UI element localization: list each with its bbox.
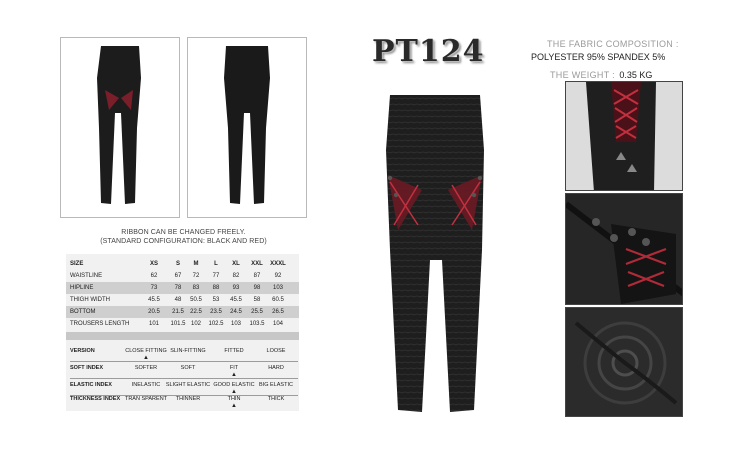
table-cell: 25.5 bbox=[251, 309, 263, 315]
soft-index-row bbox=[66, 363, 299, 377]
row-label: WAISTLINE bbox=[70, 273, 103, 279]
table-cell: 58 bbox=[253, 297, 261, 303]
fabric-weight-label: THE WEIGHT : bbox=[550, 70, 615, 80]
size-m: M bbox=[193, 261, 199, 267]
table-cell: 82 bbox=[232, 273, 240, 279]
selected-marker-icon: ▲ bbox=[231, 372, 237, 378]
table-cell: 62 bbox=[150, 273, 158, 279]
table-cell: 98 bbox=[253, 285, 261, 291]
table-cell: 48 bbox=[174, 297, 182, 303]
ribbon-note-line1: RIBBON CAN BE CHANGED FREELY. bbox=[121, 229, 246, 236]
table-row bbox=[66, 270, 299, 282]
size-l: L bbox=[214, 261, 218, 267]
index-label: ELASTIC INDEX bbox=[70, 382, 112, 388]
index-option: TRAN SPARENT bbox=[124, 396, 168, 402]
index-option: THIN bbox=[227, 396, 241, 402]
table-cell: 20.5 bbox=[148, 309, 160, 315]
row-label: THIGH WIDTH bbox=[70, 297, 110, 303]
table-row bbox=[66, 282, 299, 294]
table-cell: 26.5 bbox=[272, 309, 284, 315]
detail-photo-spikes[interactable] bbox=[565, 193, 683, 305]
divider-bar bbox=[66, 332, 299, 340]
table-cell: 50.5 bbox=[190, 297, 202, 303]
thickness-index-row bbox=[66, 394, 299, 408]
detail-photo-lacing[interactable] bbox=[565, 81, 683, 191]
size-xl: XL bbox=[232, 261, 240, 267]
selected-marker-icon: ▲ bbox=[231, 403, 237, 409]
divider bbox=[70, 361, 298, 362]
table-cell: 78 bbox=[174, 285, 182, 291]
front-pants-image bbox=[61, 38, 179, 217]
index-label: SOFT INDEX bbox=[70, 365, 104, 371]
table-cell: 53 bbox=[212, 297, 220, 303]
lacing-detail-image bbox=[566, 82, 683, 191]
size-header-row bbox=[66, 258, 299, 270]
table-cell: 23.5 bbox=[210, 309, 222, 315]
selected-marker-icon: ▲ bbox=[143, 355, 149, 361]
elastic-index-row bbox=[66, 380, 299, 394]
front-view-thumbnail[interactable] bbox=[60, 37, 180, 218]
size-s: S bbox=[175, 261, 180, 267]
index-option: LOOSE bbox=[266, 348, 286, 354]
table-cell: 24.5 bbox=[230, 309, 242, 315]
table-cell: 73 bbox=[150, 285, 158, 291]
table-cell: 72 bbox=[192, 273, 200, 279]
ribbon-note-line2: (STANDARD CONFIGURATION: BLACK AND RED) bbox=[100, 238, 267, 245]
table-cell: 22.5 bbox=[190, 309, 202, 315]
size-xxl: XXL bbox=[251, 261, 263, 267]
table-cell: 103 bbox=[230, 321, 241, 327]
index-option: HARD bbox=[268, 365, 284, 371]
index-option: THICK bbox=[267, 396, 285, 402]
index-option: CLOSE FITTING bbox=[125, 348, 167, 354]
table-cell: 103.5 bbox=[249, 321, 265, 327]
table-cell: 60.5 bbox=[272, 297, 284, 303]
row-label: TROUSERS LENGTH bbox=[70, 321, 130, 327]
table-cell: 21.5 bbox=[172, 309, 184, 315]
table-row bbox=[66, 318, 299, 330]
size-xs: XS bbox=[149, 261, 158, 267]
ribbon-note bbox=[60, 228, 307, 246]
table-cell: 102 bbox=[190, 321, 201, 327]
table-cell: 103 bbox=[272, 285, 283, 291]
table-row bbox=[66, 294, 299, 306]
spikes-detail-image bbox=[566, 194, 683, 305]
table-cell: 104 bbox=[272, 321, 283, 327]
table-cell: 93 bbox=[232, 285, 240, 291]
index-option: SOFTER bbox=[134, 365, 158, 371]
index-option: BIG ELASTIC bbox=[259, 382, 293, 388]
table-cell: 102.5 bbox=[208, 321, 224, 327]
table-cell: 101.5 bbox=[170, 321, 186, 327]
table-cell: 88 bbox=[212, 285, 220, 291]
product-code-title: PT124 bbox=[372, 34, 485, 69]
index-option: THINNER bbox=[175, 396, 201, 402]
selected-marker-icon: ▲ bbox=[231, 389, 237, 395]
index-option: SOFT bbox=[180, 365, 196, 371]
back-view-thumbnail[interactable] bbox=[187, 37, 307, 218]
table-cell: 77 bbox=[212, 273, 220, 279]
row-label: HIPLINE bbox=[70, 285, 94, 291]
index-option: FITTED bbox=[224, 348, 244, 354]
size-chart-panel bbox=[66, 254, 299, 411]
index-label: VERSION bbox=[70, 348, 95, 354]
table-cell: 83 bbox=[192, 285, 200, 291]
table-cell: 92 bbox=[274, 273, 282, 279]
table-cell: 87 bbox=[253, 273, 261, 279]
table-cell: 45.5 bbox=[230, 297, 242, 303]
table-cell: 101 bbox=[148, 321, 159, 327]
size-xxxl: XXXL bbox=[270, 261, 286, 267]
fabric-texture-image bbox=[566, 308, 683, 417]
index-option: GOOD ELASTIC bbox=[213, 382, 255, 388]
table-row bbox=[66, 306, 299, 318]
index-option: SLIGHT ELASTIC bbox=[165, 382, 211, 388]
index-label: THICKNESS INDEX bbox=[70, 396, 121, 402]
fabric-composition-label: THE FABRIC COMPOSITION : bbox=[547, 39, 679, 49]
index-option: FIT bbox=[229, 365, 239, 371]
back-pants-image bbox=[188, 38, 306, 217]
index-option: INELASTIC bbox=[131, 382, 161, 388]
divider bbox=[70, 378, 298, 379]
main-pants-image[interactable] bbox=[360, 90, 510, 440]
table-cell: 67 bbox=[174, 273, 182, 279]
fabric-weight-value: 0.35 KG bbox=[619, 70, 653, 80]
fabric-composition-value: POLYESTER 95% SPANDEX 5% bbox=[531, 52, 666, 62]
row-label: BOTTOM bbox=[70, 309, 96, 315]
size-header-label: SIZE bbox=[70, 261, 84, 267]
detail-photo-fabric-texture[interactable] bbox=[565, 307, 683, 417]
index-option: SLIN-FITTING bbox=[170, 348, 206, 354]
table-cell: 45.5 bbox=[148, 297, 160, 303]
version-index-row bbox=[66, 346, 299, 360]
